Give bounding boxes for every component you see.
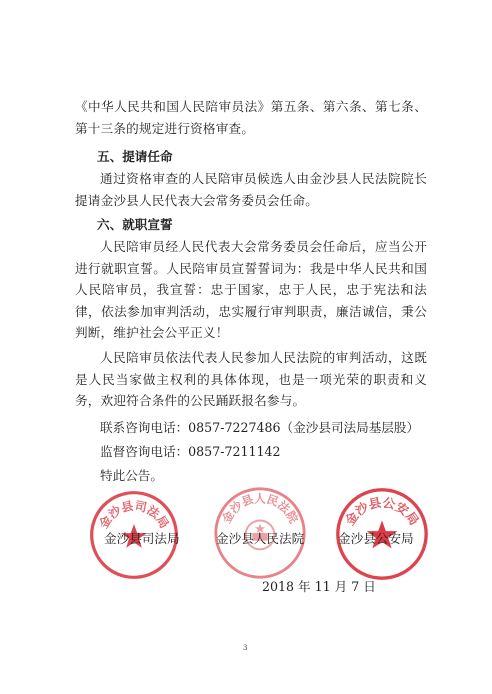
justice-seal-text: 金沙县司法局 xyxy=(96,498,172,531)
contact-phone: 联系咨询电话：0857-7227486（金沙县司法局基层股） xyxy=(100,420,420,435)
paragraph-qualification-review: 《中华人民共和国人民陪审员法》第五条、第六条、第七条、第十三条的规定进行资格审查。 xyxy=(75,99,427,136)
court-seal-text: 金沙县人民法院 xyxy=(219,491,301,526)
supervision-phone: 监督咨询电话：0857-7211142 xyxy=(100,444,281,459)
signer-police: 金沙县公安局 xyxy=(338,531,414,546)
heading-nomination: 五、提请任命 xyxy=(97,149,173,164)
announcement-date: 2018 年 11 月 7 日 xyxy=(262,579,376,594)
signer-court: 金沙县人民法院 xyxy=(216,531,305,546)
notice-closing: 特此公告。 xyxy=(100,468,163,483)
page-number: 3 xyxy=(243,644,248,652)
police-seal-text: 金沙县公安局 xyxy=(341,494,423,528)
paragraph-oath: 人民陪审员经人民代表大会常务委员会任命后，应当公开进行就职宣誓。人民陪审员宣誓誓词为：我是中华人民共和国人民陪审员，我宣誓：忠于国家，忠于人民，忠于宪法和法律，依法参加审判活动，忠实履行审判职责，廉洁诚信，秉公判断，维护社会公平正义！ xyxy=(75,239,427,340)
paragraph-nomination: 通过资格审查的人民陪审员候选人由金沙县人民法院院长提请金沙县人民代表大会常务委员会任命。 xyxy=(75,171,427,208)
paragraph-invitation: 人民陪审员依法代表人民参加人民法院的审判活动，这既是人民当家做主权利的具体体现，也是一项光荣的职责和义务，欢迎符合条件的公民踊跃报名参与。 xyxy=(75,350,427,408)
signer-justice-bureau: 金沙县司法局 xyxy=(104,531,180,546)
heading-oath: 六、就职宣誓 xyxy=(97,217,173,232)
